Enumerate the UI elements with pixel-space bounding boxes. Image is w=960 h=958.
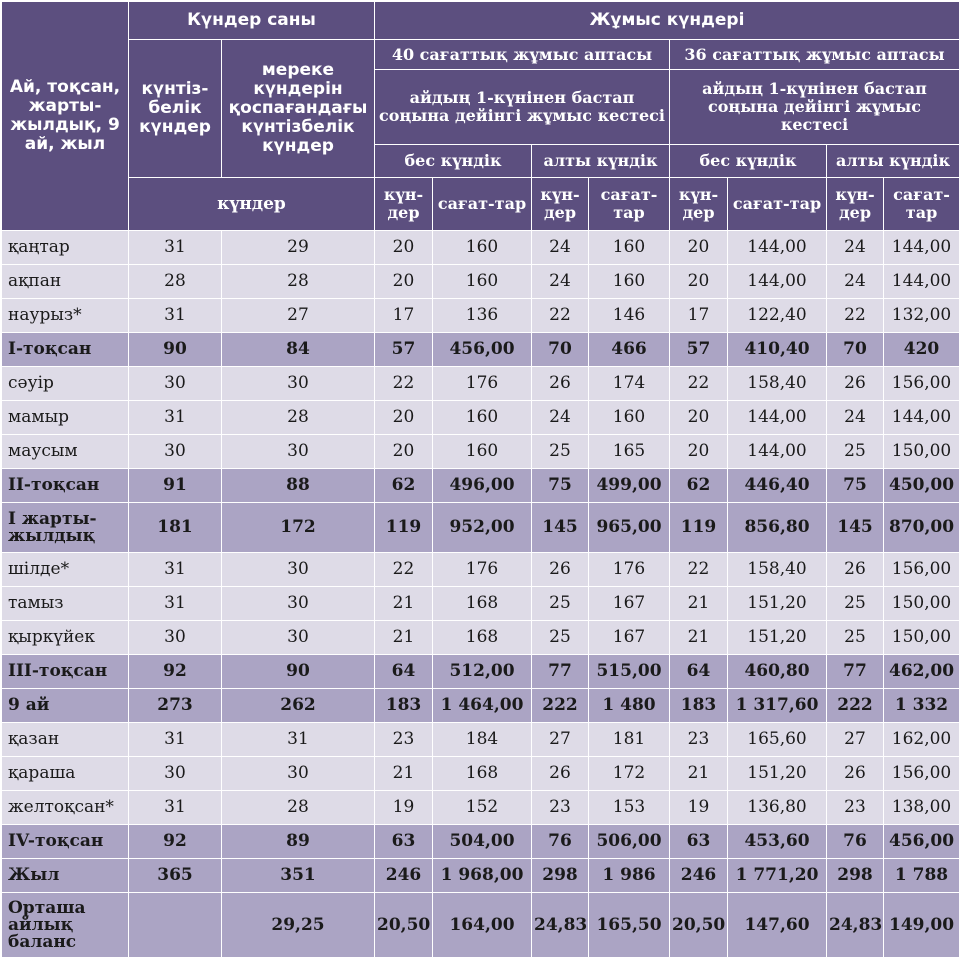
table-cell: 246 [375, 859, 433, 893]
table-cell: 158,40 [728, 553, 827, 587]
table-cell: 92 [129, 655, 222, 689]
table-cell: 23 [827, 791, 884, 825]
table-cell: 512,00 [433, 655, 532, 689]
table-cell: 30 [222, 757, 375, 791]
table-row [2, 723, 960, 757]
table-cell: 30 [129, 757, 222, 791]
table-cell: 965,00 [589, 503, 670, 553]
row-label: қаңтар [2, 231, 129, 265]
table-cell: 30 [129, 367, 222, 401]
table-cell: 222 [532, 689, 589, 723]
header-work-days-group: Жұмыс күндері [375, 2, 960, 40]
table-cell: 64 [375, 655, 433, 689]
table-cell: 160 [589, 401, 670, 435]
row-label: Жыл [2, 859, 129, 893]
table-row [2, 621, 960, 655]
table-cell: 144,00 [884, 265, 960, 299]
table-cell: 496,00 [433, 469, 532, 503]
table-cell: 1 771,20 [728, 859, 827, 893]
header-hours-short: сағат-тар [433, 178, 532, 231]
table-cell: 145 [827, 503, 884, 553]
table-cell: 84 [222, 333, 375, 367]
table-row-total [2, 655, 960, 689]
table-cell: 456,00 [884, 825, 960, 859]
table-cell: 21 [670, 587, 728, 621]
table-cell: 26 [827, 553, 884, 587]
table-cell: 30 [222, 553, 375, 587]
table-cell: 21 [670, 757, 728, 791]
table-cell: 31 [222, 723, 375, 757]
table-cell: 144,00 [728, 435, 827, 469]
table-row [2, 791, 960, 825]
table-cell: 132,00 [884, 299, 960, 333]
table-cell: 162,00 [884, 723, 960, 757]
table-cell: 156,00 [884, 367, 960, 401]
table-cell: 29 [222, 231, 375, 265]
table-cell: 168 [433, 621, 532, 655]
table-cell: 952,00 [433, 503, 532, 553]
table-cell: 298 [532, 859, 589, 893]
table-cell: 150,00 [884, 587, 960, 621]
table-cell: 1 788 [884, 859, 960, 893]
table-cell: 165,60 [728, 723, 827, 757]
table-cell: 453,60 [728, 825, 827, 859]
header-five-day-40: бес күндік [375, 145, 532, 178]
table-cell: 176 [433, 367, 532, 401]
table-cell: 499,00 [589, 469, 670, 503]
table-cell: 90 [222, 655, 375, 689]
table-cell: 20 [375, 401, 433, 435]
table-cell: 20 [670, 401, 728, 435]
table-header [2, 2, 960, 231]
table-cell: 24 [827, 401, 884, 435]
table-cell: 172 [589, 757, 670, 791]
table-cell: 31 [129, 299, 222, 333]
table-cell: 22 [375, 367, 433, 401]
table-cell: 26 [532, 367, 589, 401]
table-cell: 870,00 [884, 503, 960, 553]
table-cell: 89 [222, 825, 375, 859]
table-cell: 30 [222, 367, 375, 401]
table-cell: 30 [222, 621, 375, 655]
table-cell: 1 464,00 [433, 689, 532, 723]
table-cell: 27 [827, 723, 884, 757]
working-days-table [1, 1, 960, 958]
table-cell: 21 [375, 621, 433, 655]
table-cell: 31 [129, 723, 222, 757]
header-hours-short: сағат-тар [589, 178, 670, 231]
table-cell: 27 [222, 299, 375, 333]
table-cell: 23 [532, 791, 589, 825]
row-label: наурыз* [2, 299, 129, 333]
table-cell: 176 [589, 553, 670, 587]
table-row [2, 401, 960, 435]
table-row-total [2, 859, 960, 893]
row-label: 9 ай [2, 689, 129, 723]
table-cell: 446,40 [728, 469, 827, 503]
table-cell: 31 [129, 553, 222, 587]
table-cell: 77 [827, 655, 884, 689]
table-cell: 144,00 [884, 401, 960, 435]
table-cell: 25 [827, 435, 884, 469]
table-cell: 64 [670, 655, 728, 689]
table-row-total [2, 825, 960, 859]
table-cell: 25 [827, 587, 884, 621]
table-cell: 160 [433, 401, 532, 435]
table-cell: 183 [670, 689, 728, 723]
table-cell: 63 [375, 825, 433, 859]
table-cell: 1 317,60 [728, 689, 827, 723]
header-days-short: күн-дер [532, 178, 589, 231]
table-row [2, 299, 960, 333]
table-cell: 156,00 [884, 553, 960, 587]
table-cell: 77 [532, 655, 589, 689]
table-cell: 158,40 [728, 367, 827, 401]
table-cell: 70 [827, 333, 884, 367]
table-cell: 420 [884, 333, 960, 367]
table-cell: 90 [129, 333, 222, 367]
table-cell: 57 [375, 333, 433, 367]
table-cell: 20 [375, 265, 433, 299]
table-cell: 184 [433, 723, 532, 757]
table-cell: 351 [222, 859, 375, 893]
table-cell: 20,50 [375, 893, 433, 958]
table-cell: 1 332 [884, 689, 960, 723]
table-cell: 24 [827, 265, 884, 299]
table-cell: 70 [532, 333, 589, 367]
table-row-total [2, 893, 960, 958]
table-cell: 150,00 [884, 621, 960, 655]
table-cell: 27 [532, 723, 589, 757]
table-cell: 21 [375, 757, 433, 791]
table-cell: 165,50 [589, 893, 670, 958]
table-cell: 25 [532, 621, 589, 655]
table-cell: 172 [222, 503, 375, 553]
table-cell: 153 [589, 791, 670, 825]
table-cell: 168 [433, 587, 532, 621]
table-row-total [2, 503, 960, 553]
table-row [2, 553, 960, 587]
table-cell: 176 [433, 553, 532, 587]
table-cell: 262 [222, 689, 375, 723]
table-cell: 28 [222, 401, 375, 435]
table-cell: 19 [670, 791, 728, 825]
table-cell: 19 [375, 791, 433, 825]
table-cell: 24 [532, 265, 589, 299]
header-five-day-36: бес күндік [670, 145, 827, 178]
table-cell: 20,50 [670, 893, 728, 958]
table-cell: 145 [532, 503, 589, 553]
header-days-short: күн-дер [827, 178, 884, 231]
table-cell: 25 [532, 587, 589, 621]
table-cell: 515,00 [589, 655, 670, 689]
table-cell: 1 986 [589, 859, 670, 893]
table-cell: 31 [129, 401, 222, 435]
row-label: IV-тоқсан [2, 825, 129, 859]
table-cell: 156,00 [884, 757, 960, 791]
row-label: Орташа айлық баланс [2, 893, 129, 958]
table-cell: 30 [222, 587, 375, 621]
table-cell: 160 [589, 231, 670, 265]
table-cell: 1 968,00 [433, 859, 532, 893]
header-hours-short: сағат-тар [728, 178, 827, 231]
table-cell: 28 [222, 265, 375, 299]
table-cell: 76 [532, 825, 589, 859]
table-cell: 31 [129, 587, 222, 621]
table-cell: 144,00 [728, 265, 827, 299]
table-cell: 160 [433, 435, 532, 469]
table-cell: 22 [532, 299, 589, 333]
table-cell: 20 [670, 435, 728, 469]
table-cell: 506,00 [589, 825, 670, 859]
table-cell: 181 [129, 503, 222, 553]
header-days-short: күн-дер [670, 178, 728, 231]
table-row-total [2, 469, 960, 503]
table-cell: 24,83 [827, 893, 884, 958]
table-cell: 151,20 [728, 621, 827, 655]
table-cell: 17 [375, 299, 433, 333]
table-cell: 136,80 [728, 791, 827, 825]
table-row-total [2, 689, 960, 723]
table-cell: 462,00 [884, 655, 960, 689]
table-cell: 26 [532, 757, 589, 791]
table-cell: 151,20 [728, 587, 827, 621]
header-schedule-40: айдың 1-күнінен бастап соңына дейінгі жұмыс кестесі [375, 70, 670, 145]
table-cell: 146 [589, 299, 670, 333]
table-cell: 88 [222, 469, 375, 503]
table-cell: 22 [375, 553, 433, 587]
table-cell: 76 [827, 825, 884, 859]
header-hours-short: сағат-тар [884, 178, 960, 231]
table-cell: 22 [670, 367, 728, 401]
table-cell: 62 [375, 469, 433, 503]
row-label: қараша [2, 757, 129, 791]
row-label: қазан [2, 723, 129, 757]
header-week-36: 36 сағаттық жұмыс аптасы [670, 40, 960, 70]
row-label: шілде* [2, 553, 129, 587]
table-row [2, 265, 960, 299]
header-calendar-days-excl-holidays: мереке күндерін қоспағандағы күнтізбелік күндер [222, 40, 375, 178]
table-cell: 144,00 [728, 401, 827, 435]
row-label: тамыз [2, 587, 129, 621]
table-cell: 25 [827, 621, 884, 655]
table-cell: 122,40 [728, 299, 827, 333]
table-cell: 30 [129, 435, 222, 469]
table-cell: 63 [670, 825, 728, 859]
table-cell: 20 [670, 231, 728, 265]
table-row-total [2, 333, 960, 367]
table-cell: 31 [129, 231, 222, 265]
table-cell: 168 [433, 757, 532, 791]
table-cell: 21 [375, 587, 433, 621]
table-cell: 75 [532, 469, 589, 503]
row-label: сәуір [2, 367, 129, 401]
row-label: II-тоқсан [2, 469, 129, 503]
table-cell: 30 [222, 435, 375, 469]
header-six-day-40: алты күндік [532, 145, 670, 178]
table-cell: 365 [129, 859, 222, 893]
header-schedule-36: айдың 1-күнінен бастап соңына дейінгі жұмыс кестесі [670, 70, 960, 145]
table-cell: 136 [433, 299, 532, 333]
table-cell: 75 [827, 469, 884, 503]
table-cell: 26 [827, 757, 884, 791]
table-cell: 17 [670, 299, 728, 333]
table-cell: 26 [532, 553, 589, 587]
table-cell: 183 [375, 689, 433, 723]
table-cell: 167 [589, 587, 670, 621]
row-label: I-тоқсан [2, 333, 129, 367]
table-cell: 246 [670, 859, 728, 893]
table-cell: 21 [670, 621, 728, 655]
table-cell: 138,00 [884, 791, 960, 825]
row-label: ақпан [2, 265, 129, 299]
table-cell: 151,20 [728, 757, 827, 791]
table-cell: 164,00 [433, 893, 532, 958]
table-cell: 144,00 [728, 231, 827, 265]
table-cell: 410,40 [728, 333, 827, 367]
table-cell: 273 [129, 689, 222, 723]
table-cell: 160 [433, 231, 532, 265]
table-cell: 24 [827, 231, 884, 265]
table-cell: 20 [375, 435, 433, 469]
table-cell: 174 [589, 367, 670, 401]
table-cell: 24 [532, 401, 589, 435]
row-label: мамыр [2, 401, 129, 435]
table-cell: 504,00 [433, 825, 532, 859]
table-cell: 160 [433, 265, 532, 299]
table-cell: 144,00 [884, 231, 960, 265]
table-cell: 165 [589, 435, 670, 469]
table-cell: 119 [670, 503, 728, 553]
table-cell: 26 [827, 367, 884, 401]
table-row [2, 231, 960, 265]
table-row [2, 757, 960, 791]
table-cell: 29,25 [222, 893, 375, 958]
table-cell: 298 [827, 859, 884, 893]
table-cell: 23 [670, 723, 728, 757]
table-cell: 150,00 [884, 435, 960, 469]
table-body [2, 231, 960, 958]
header-calendar-days: күнтіз-белік күндер [129, 40, 222, 178]
table-cell: 152 [433, 791, 532, 825]
table-cell: 450,00 [884, 469, 960, 503]
table-cell: 23 [375, 723, 433, 757]
table-row [2, 587, 960, 621]
table-cell: 31 [129, 791, 222, 825]
table-cell: 856,80 [728, 503, 827, 553]
table-cell: 466 [589, 333, 670, 367]
table-cell: 22 [827, 299, 884, 333]
row-label: желтоқсан* [2, 791, 129, 825]
table-cell: 167 [589, 621, 670, 655]
table-cell: 222 [827, 689, 884, 723]
table-row [2, 367, 960, 401]
table-cell: 28 [129, 265, 222, 299]
table-cell: 24,83 [532, 893, 589, 958]
row-label: I жарты-жылдық [2, 503, 129, 553]
table-cell: 28 [222, 791, 375, 825]
header-days-unit: күндер [129, 178, 375, 231]
table-row [2, 435, 960, 469]
row-label: қыркүйек [2, 621, 129, 655]
header-six-day-36: алты күндік [827, 145, 960, 178]
header-period: Ай, тоқсан, жарты-жылдық, 9 ай, жыл [2, 2, 129, 231]
table-cell: 24 [532, 231, 589, 265]
header-days-short: күн-дер [375, 178, 433, 231]
table-cell: 181 [589, 723, 670, 757]
table-cell: 30 [129, 621, 222, 655]
row-label: III-тоқсан [2, 655, 129, 689]
table-cell: 22 [670, 553, 728, 587]
table-cell: 57 [670, 333, 728, 367]
table-cell: 91 [129, 469, 222, 503]
header-week-40: 40 сағаттық жұмыс аптасы [375, 40, 670, 70]
table-cell: 25 [532, 435, 589, 469]
table-cell [129, 893, 222, 958]
row-label: маусым [2, 435, 129, 469]
table-cell: 160 [589, 265, 670, 299]
table-cell: 147,60 [728, 893, 827, 958]
table-cell: 62 [670, 469, 728, 503]
table-cell: 149,00 [884, 893, 960, 958]
header-calendar-days-group: Күндер саны [129, 2, 375, 40]
table-cell: 1 480 [589, 689, 670, 723]
table-cell: 456,00 [433, 333, 532, 367]
table-cell: 20 [670, 265, 728, 299]
table-cell: 92 [129, 825, 222, 859]
table-cell: 460,80 [728, 655, 827, 689]
table-cell: 20 [375, 231, 433, 265]
table-cell: 119 [375, 503, 433, 553]
